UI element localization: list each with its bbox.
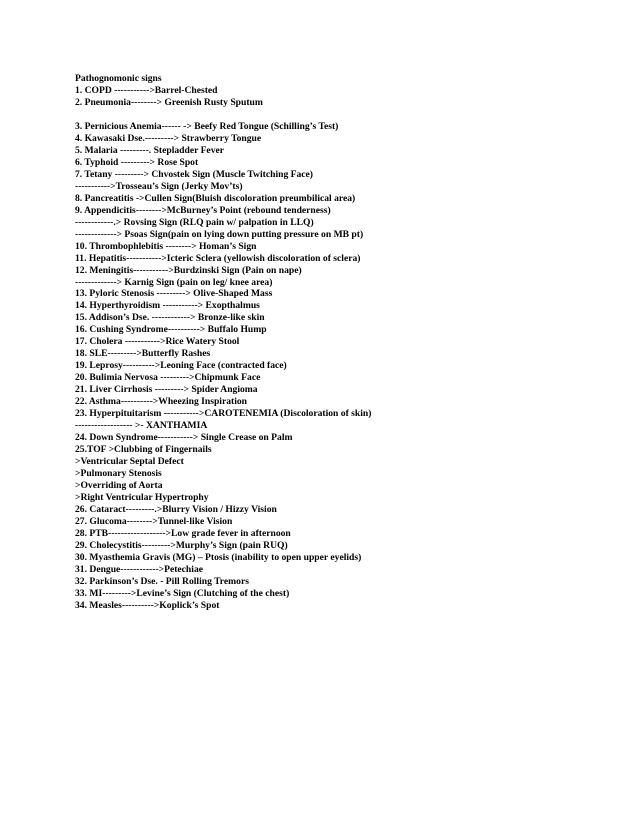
paragraph-gap xyxy=(75,109,630,121)
list-item: 8. Pancreatitis ->Cullen Sign(Bluish discoloration preumbilical area) xyxy=(75,192,356,204)
list-item: 18. SLE--------->Butterfly Rashes xyxy=(75,348,211,360)
list-item: 9. Appendicitis-------->McBurney’s Point (rebound tenderness) xyxy=(75,204,331,216)
list-item: 15. Addison’s Dse. ------------> Bronze-like skin xyxy=(75,312,265,324)
list-item: 1. COPD ----------->Barrel-Chested xyxy=(75,84,218,96)
list-item: 31. Dengue------------>Petechiae xyxy=(75,563,203,575)
list-item: 32. Parkinson’s Dse. - Pill Rolling Tremors xyxy=(75,575,249,587)
document-page xyxy=(75,73,630,612)
list-item: 25.TOF >Clubbing of Fingernails xyxy=(75,444,212,456)
list-item: -------------> Psoas Sign(pain on lying down putting pressure on MB pt) xyxy=(75,228,364,240)
list-item: 17. Cholera ----------->Rice Watery Stool xyxy=(75,336,240,348)
list-item: 28. PTB------------------>Low grade fever in afternoon xyxy=(75,527,291,539)
list-item: 2. Pneumonia--------> Greenish Rusty Sputum xyxy=(75,96,263,108)
list-item: 21. Liver Cirrhosis ---------> Spider Angioma xyxy=(75,384,258,396)
list-item: 24. Down Syndrome-----------> Single Crease on Palm xyxy=(75,432,293,444)
list-item: 19. Leprosy---------->Leoning Face (contracted face) xyxy=(75,360,287,372)
list-item: 5. Malaria ---------. Stepladder Fever xyxy=(75,144,225,156)
list-item: 13. Pyloric Stenosis ---------> Olive-Shaped Mass xyxy=(75,288,273,300)
list-item: 4. Kawasaki Dse.---------> Strawberry Tongue xyxy=(75,132,262,144)
list-item: >Right Ventricular Hypertrophy xyxy=(75,491,209,503)
list-item: 10. Thrombophlebitis --------> Homan’s Sign xyxy=(75,240,257,252)
list-item: -------------> Karnig Sign (pain on leg/ knee area) xyxy=(75,276,273,288)
list-item: 29. Cholecystitis--------->Murphy’s Sign (pain RUQ) xyxy=(75,539,288,551)
list-item: >Ventricular Septal Defect xyxy=(75,456,184,468)
list-item: 11. Hepatitis----------->Icteric Sclera (yellowish discoloration of sclera) xyxy=(75,252,361,264)
list-item: 16. Cushing Syndrome----------> Buffalo Hump xyxy=(75,324,267,336)
signs-list xyxy=(75,121,630,612)
list-item: 7. Tetany ---------> Chvostek Sign (Muscle Twitching Face) xyxy=(75,168,314,180)
list-item: 14. Hyperthyroidism -----------> Exopthalmus xyxy=(75,300,260,312)
list-item: 34. Measles---------->Koplick’s Spot xyxy=(75,599,220,611)
list-item: ----------->Trosseau’s Sign (Jerky Mov’ts) xyxy=(75,180,243,192)
list-item: 30. Myasthemia Gravis (MG) – Ptosis (inability to open upper eyelids) xyxy=(75,551,362,563)
document-title: Pathognomonic signs xyxy=(75,73,162,84)
list-item: 20. Bulimia Nervosa --------->Chipmunk Face xyxy=(75,372,261,384)
list-item: 3. Pernicious Anemia------ -> Beefy Red Tongue (Schilling’s Test) xyxy=(75,120,339,132)
list-item: 6. Typhoid ---------> Rose Spot xyxy=(75,156,199,168)
list-item: 33. MI--------->Levine’s Sign (Clutching of the chest) xyxy=(75,587,290,599)
list-item: >Pulmonary Stenosis xyxy=(75,468,162,479)
list-item: 27. Glucoma-------->Tunnel-like Vision xyxy=(75,515,233,527)
list-item: ------------------ >- XANTHAMIA xyxy=(75,420,208,432)
list-item: >Overriding of Aorta xyxy=(75,479,163,491)
list-item: 26. Cataract---------.>Blurry Vision / Hizzy Vision xyxy=(75,503,277,515)
list-item: 12. Meningitis----------->Burdzinski Sign (Pain on nape) xyxy=(75,264,302,276)
list-item: 22. Asthma---------->Wheezing Inspiration xyxy=(75,396,248,408)
list-item: 23. Hyperpituitarism ----------->CAROTENEMIA (Discoloration of skin) xyxy=(75,408,372,420)
list-item: ------------.> Rovsing Sign (RLQ pain w/ palpation in LLQ) xyxy=(75,216,314,228)
